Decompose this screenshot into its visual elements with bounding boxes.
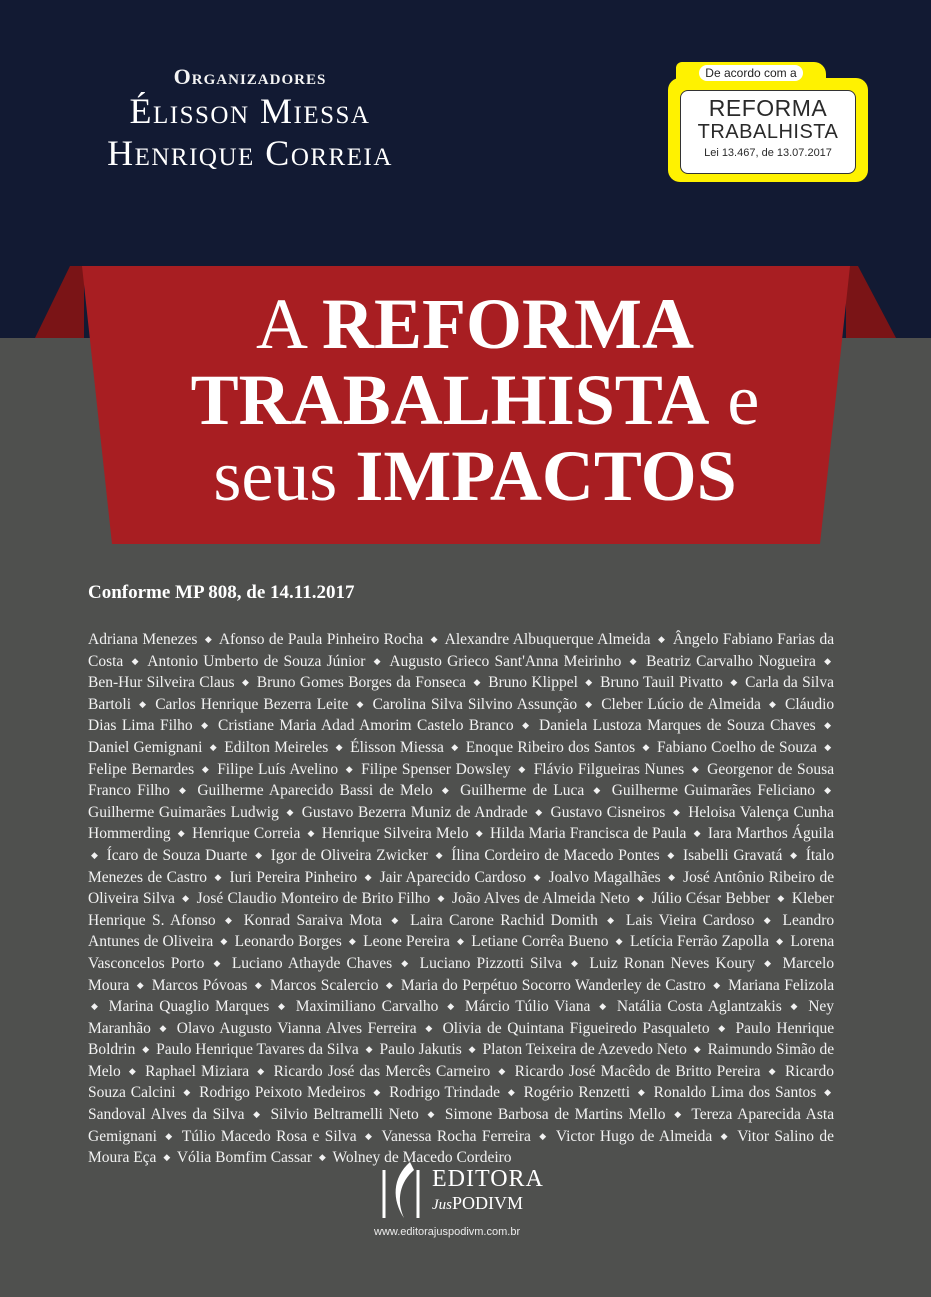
title-word-trabalhista: TRABALHISTA <box>190 360 710 440</box>
diamond-separator-icon: ◆ <box>365 1044 373 1055</box>
diamond-separator-icon: ◆ <box>456 936 465 947</box>
author-name: Mariana Felizola <box>728 976 835 994</box>
author-name: Gustavo Cisneiros <box>550 803 666 821</box>
badge-line-1: REFORMA <box>708 95 828 121</box>
publisher-name: EDITORA <box>432 1166 544 1192</box>
diamond-separator-icon: ◆ <box>401 957 411 968</box>
diamond-separator-icon: ◆ <box>253 1109 262 1120</box>
author-name: Rodrigo Peixoto Medeiros <box>199 1084 366 1102</box>
diamond-separator-icon: ◆ <box>790 1001 800 1012</box>
diamond-separator-icon: ◆ <box>224 914 235 925</box>
diamond-separator-icon: ◆ <box>201 763 210 774</box>
author-name: Enoque Ribeiro dos Santos <box>465 738 636 756</box>
diamond-separator-icon: ◆ <box>447 1001 457 1012</box>
ribbon-right-fold <box>846 266 896 338</box>
diamond-separator-icon: ◆ <box>241 677 250 688</box>
diamond-separator-icon: ◆ <box>177 828 185 839</box>
diamond-separator-icon: ◆ <box>136 979 145 990</box>
author-name: Júlio César Bebber <box>651 890 771 908</box>
author-name: Leandro Antunes de Oliveira <box>88 911 835 951</box>
diamond-separator-icon: ◆ <box>385 979 394 990</box>
author-name: Natália Costa Aglantzakis <box>616 998 782 1016</box>
diamond-separator-icon: ◆ <box>518 763 527 774</box>
diamond-separator-icon: ◆ <box>356 698 365 709</box>
diamond-separator-icon: ◆ <box>201 720 210 731</box>
author-name: Ricardo José Macêdo de Britto Pereira <box>514 1062 761 1080</box>
author-name: Wolney de Macedo Cordeiro <box>332 1149 512 1167</box>
diamond-separator-icon: ◆ <box>91 849 99 860</box>
author-name: Guilherme Guimarães Feliciano <box>611 782 816 800</box>
author-name: Leonardo Borges <box>234 933 342 951</box>
author-name: Alexandre Albuquerque Almeida <box>444 631 651 648</box>
diamond-separator-icon: ◆ <box>691 763 700 774</box>
diamond-separator-icon: ◆ <box>475 828 483 839</box>
author-name: Simone Barbosa de Martins Mello <box>444 1106 666 1124</box>
diamond-separator-icon: ◆ <box>213 957 223 968</box>
organizer-name-2: Henrique Correia <box>107 133 393 173</box>
diamond-separator-icon: ◆ <box>139 698 148 709</box>
author-name: Luiz Ronan Neves Koury <box>589 954 755 972</box>
diamond-separator-icon: ◆ <box>254 979 263 990</box>
diamond-separator-icon: ◆ <box>642 741 650 752</box>
diamond-separator-icon: ◆ <box>607 914 617 925</box>
diamond-separator-icon: ◆ <box>437 893 445 904</box>
diamond-separator-icon: ◆ <box>373 655 382 666</box>
author-name: Marcos Póvoas <box>151 976 248 994</box>
author-name: Fabiano Coelho de Souza <box>656 738 817 756</box>
diamond-separator-icon: ◆ <box>615 936 623 947</box>
author-name: Felipe Bernardes <box>88 760 195 778</box>
author-name: Augusto Grieco Sant'Anna Meirinho <box>389 652 622 670</box>
author-name: Lorena Vasconcelos Porto <box>88 933 835 972</box>
author-name: Konrad Saraiva Mota <box>243 911 383 929</box>
diamond-separator-icon: ◆ <box>713 979 721 990</box>
author-name: Isabelli Gravatá <box>682 846 783 864</box>
author-name: Kleber Henrique S. Afonso <box>88 890 835 929</box>
diamond-separator-icon: ◆ <box>373 1087 382 1098</box>
diamond-separator-icon: ◆ <box>430 634 439 644</box>
author-name: Silvio Beltramelli Neto <box>270 1106 419 1124</box>
author-name: Raphael Miziara <box>145 1062 250 1080</box>
author-name: Letiane Corrêa Bueno <box>471 933 609 951</box>
diamond-separator-icon: ◆ <box>163 1152 171 1163</box>
diamond-separator-icon: ◆ <box>165 1130 174 1141</box>
diamond-separator-icon: ◆ <box>257 1065 266 1076</box>
diamond-separator-icon: ◆ <box>776 936 784 947</box>
diamond-separator-icon: ◆ <box>637 893 645 904</box>
author-name: Victor Hugo de Almeida <box>555 1127 713 1145</box>
author-name: Jair Aparecido Cardoso <box>379 868 527 886</box>
diamond-separator-icon: ◆ <box>286 806 295 817</box>
author-name: Guilherme Guimarães Ludwig <box>88 803 279 821</box>
author-name: Henrique Correia <box>192 825 301 843</box>
author-name: Luciano Pizzotti Silva <box>419 954 562 972</box>
badge-law-reference: Lei 13.467, de 13.07.2017 <box>704 147 832 159</box>
author-name: Ricardo José das Mercês Carneiro <box>273 1062 491 1080</box>
title-line-1 <box>130 286 820 362</box>
diamond-separator-icon: ◆ <box>667 849 676 860</box>
author-name: Ney Maranhão <box>88 998 835 1037</box>
author-name: Vanessa Rocha Ferreira <box>381 1127 531 1145</box>
author-name: José Antônio Ribeiro de Oliveira Silva <box>88 868 835 908</box>
diamond-separator-icon: ◆ <box>507 1087 516 1098</box>
author-name: Túlio Macedo Rosa e Silva <box>181 1127 357 1145</box>
author-name: Joalvo Magalhães <box>548 868 661 886</box>
diamond-separator-icon: ◆ <box>668 871 676 882</box>
title-word-impactos: IMPACTOS <box>355 436 737 516</box>
author-name: Platon Teixeira de Azevedo Neto <box>482 1041 687 1059</box>
author-name: Rogério Renzetti <box>523 1084 631 1102</box>
author-name: Carla da Silva Bartoli <box>88 674 834 713</box>
diamond-separator-icon: ◆ <box>435 849 444 860</box>
title-line-2 <box>130 362 820 438</box>
author-name: Edilton Meireles <box>224 738 329 756</box>
authors-list <box>88 629 834 1169</box>
organizers-block <box>60 64 440 174</box>
author-name: Antonio Umberto de Souza Júnior <box>147 652 366 670</box>
author-name: Carlos Henrique Bezerra Leite <box>155 695 349 713</box>
diamond-separator-icon: ◆ <box>824 741 832 752</box>
author-name: Leone Pereira <box>363 933 450 951</box>
author-name: Gustavo Bezerra Muniz de Andrade <box>301 803 528 821</box>
author-name: Filipe Spenser Dowsley <box>361 760 511 778</box>
author-name: Igor de Oliveira Zwicker <box>270 846 428 864</box>
badge-tab <box>676 62 826 84</box>
diamond-separator-icon: ◆ <box>539 1130 548 1141</box>
author-name: Guilherme de Luca <box>460 782 585 800</box>
diamond-separator-icon: ◆ <box>391 914 401 925</box>
diamond-separator-icon: ◆ <box>345 763 354 774</box>
diamond-separator-icon: ◆ <box>364 871 373 882</box>
diamond-separator-icon: ◆ <box>824 655 832 666</box>
diamond-separator-icon: ◆ <box>585 677 593 688</box>
author-name: Ângelo Fabiano Farias da Costa <box>88 631 835 670</box>
author-name: Guilherme Aparecido Bassi de Melo <box>197 782 433 800</box>
author-name: Bruno Klippel <box>488 674 578 692</box>
organizers-label: Organizadores <box>173 64 327 89</box>
diamond-separator-icon: ◆ <box>535 806 543 817</box>
diamond-separator-icon: ◆ <box>307 828 315 839</box>
author-name: Adriana Menezes <box>88 631 198 648</box>
author-name: Márcio Túlio Viana <box>464 998 591 1016</box>
author-name: Laira Carone Rachid Domith <box>410 911 598 929</box>
diamond-separator-icon: ◆ <box>348 936 357 947</box>
diamond-separator-icon: ◆ <box>637 1087 646 1098</box>
diamond-separator-icon: ◆ <box>585 698 594 709</box>
author-name: Afonso de Paula Pinheiro Rocha <box>218 631 424 648</box>
author-name: Paulo Jakutis <box>379 1041 462 1059</box>
book-title <box>130 286 820 514</box>
diamond-separator-icon: ◆ <box>142 1044 150 1055</box>
publisher-url: www.editorajuspodivm.com.br <box>374 1226 521 1238</box>
diamond-separator-icon: ◆ <box>730 677 738 688</box>
author-name: Flávio Filgueiras Nunes <box>533 760 685 778</box>
podivm-logo-icon <box>370 1160 426 1220</box>
diamond-separator-icon: ◆ <box>672 806 681 817</box>
publisher-jus: Jus <box>432 1197 452 1213</box>
title-word-e: e <box>727 360 760 440</box>
author-name: Olavo Augusto Vianna Alves Ferreira <box>176 1019 417 1037</box>
author-name: Paulo Henrique Boldrin <box>88 1019 835 1059</box>
diamond-separator-icon: ◆ <box>720 1130 730 1141</box>
diamond-separator-icon: ◆ <box>220 936 228 947</box>
author-name: José Claudio Monteiro de Brito Filho <box>196 890 431 908</box>
author-name: Letícia Ferrão Zapolla <box>629 933 769 951</box>
author-name: Carolina Silva Silvino Assunção <box>372 695 578 713</box>
author-name: Ronaldo Lima dos Santos <box>653 1084 817 1102</box>
author-name: Daniel Gemignani <box>88 738 203 756</box>
subtitle: Conforme MP 808, de 14.11.2017 <box>88 582 355 603</box>
diamond-separator-icon: ◆ <box>693 828 701 839</box>
author-name: Luciano Athayde Chaves <box>231 954 393 972</box>
diamond-separator-icon: ◆ <box>128 1065 137 1076</box>
diamond-separator-icon: ◆ <box>91 1001 100 1012</box>
author-name: Ílina Cordeiro de Macedo Pontes <box>451 846 660 864</box>
diamond-separator-icon: ◆ <box>159 1022 169 1033</box>
author-name: Tereza Aparecida Asta Gemignani <box>88 1106 835 1145</box>
diamond-separator-icon: ◆ <box>214 871 223 882</box>
diamond-separator-icon: ◆ <box>183 1087 192 1098</box>
organizer-name-1: Élisson Miessa <box>129 91 371 131</box>
title-word-a: A <box>256 284 305 364</box>
author-name: Marcelo Moura <box>88 954 835 994</box>
diamond-separator-icon: ◆ <box>718 1022 727 1033</box>
diamond-separator-icon: ◆ <box>204 634 213 644</box>
title-word-seus: seus <box>213 436 338 516</box>
diamond-separator-icon: ◆ <box>824 720 832 731</box>
author-name: Cláudio Dias Lima Filho <box>88 695 835 735</box>
author-name: Iuri Pereira Pinheiro <box>229 868 358 886</box>
author-name: Olivia de Quintana Figueiredo Pasqualeto <box>442 1019 710 1037</box>
diamond-separator-icon: ◆ <box>522 720 531 731</box>
author-name: Ben-Hur Silveira Claus <box>88 674 235 692</box>
author-name: Vitor Salino de Moura Eça <box>88 1127 835 1167</box>
diamond-separator-icon: ◆ <box>131 655 140 666</box>
author-name: Filipe Luís Avelino <box>217 760 339 778</box>
diamond-separator-icon: ◆ <box>763 914 774 925</box>
diamond-separator-icon: ◆ <box>427 1109 437 1120</box>
author-name: Cleber Lúcio de Almeida <box>601 695 761 713</box>
diamond-separator-icon: ◆ <box>441 785 452 796</box>
author-name: Ricardo Souza Calcini <box>88 1062 835 1102</box>
diamond-separator-icon: ◆ <box>777 893 785 904</box>
author-name: Marcos Scalercio <box>269 976 379 994</box>
author-name: Raimundo Simão de Melo <box>88 1041 835 1080</box>
diamond-separator-icon: ◆ <box>657 634 666 644</box>
badge-line-2: TRABALHISTA <box>697 121 839 143</box>
diamond-separator-icon: ◆ <box>790 849 798 860</box>
diamond-separator-icon: ◆ <box>255 849 263 860</box>
author-name: Maximiliano Carvalho <box>295 998 439 1016</box>
author-name: Vólia Bomfim Cassar <box>176 1149 313 1167</box>
diamond-separator-icon: ◆ <box>824 785 832 796</box>
author-name: Sandoval Alves da Silva <box>88 1106 245 1124</box>
diamond-separator-icon: ◆ <box>674 1109 683 1120</box>
author-name: Hilda Maria Francisca de Paula <box>490 825 687 843</box>
diamond-separator-icon: ◆ <box>764 957 774 968</box>
diamond-separator-icon: ◆ <box>473 677 481 688</box>
author-name: Daniela Lustoza Marques de Souza Chaves <box>539 717 816 735</box>
author-name: Cristiane Maria Adad Amorim Castelo Branco <box>218 717 514 735</box>
diamond-separator-icon: ◆ <box>179 785 189 796</box>
badge-tab-label: De acordo com a <box>699 65 802 81</box>
diamond-separator-icon: ◆ <box>571 957 581 968</box>
author-name: Paulo Henrique Tavares da Silva <box>156 1041 359 1059</box>
author-name: Élisson Miessa <box>350 738 444 756</box>
author-name: Ítalo Menezes de Castro <box>88 846 835 886</box>
diamond-separator-icon: ◆ <box>451 741 459 752</box>
diamond-separator-icon: ◆ <box>693 1044 701 1055</box>
diamond-separator-icon: ◆ <box>278 1001 287 1012</box>
author-name: Heloisa Valença Cunha Hommerding <box>88 803 835 843</box>
author-name: Bruno Gomes Borges da Fonseca <box>256 674 467 692</box>
diamond-separator-icon: ◆ <box>468 1044 476 1055</box>
publisher-block <box>370 1160 570 1244</box>
title-line-3 <box>130 438 820 514</box>
author-name: Georgenor de Sousa Franco Filho <box>88 760 835 800</box>
diamond-separator-icon: ◆ <box>768 698 778 709</box>
publisher-podivm: PODIVM <box>452 1193 524 1213</box>
diamond-separator-icon: ◆ <box>599 1001 609 1012</box>
author-name: Iara Marthos Águila <box>707 825 835 843</box>
author-name: Lais Vieira Cardoso <box>625 911 755 929</box>
author-name: Maria do Perpétuo Socorro Wanderley de Castro <box>400 976 706 994</box>
author-name: João Alves de Almeida Neto <box>452 890 630 908</box>
diamond-separator-icon: ◆ <box>593 785 603 796</box>
ribbon-left-fold <box>35 266 84 338</box>
diamond-separator-icon: ◆ <box>768 1065 777 1076</box>
publisher-name-line-2 <box>432 1193 523 1215</box>
reform-badge <box>668 62 868 182</box>
diamond-separator-icon: ◆ <box>318 1152 326 1163</box>
diamond-separator-icon: ◆ <box>498 1065 507 1076</box>
diamond-separator-icon: ◆ <box>425 1022 434 1033</box>
badge-inner <box>680 90 856 174</box>
author-name: Rodrigo Trindade <box>389 1084 500 1102</box>
author-name: Henrique Silveira Melo <box>321 825 469 843</box>
diamond-separator-icon: ◆ <box>365 1130 374 1141</box>
author-name: Beatriz Carvalho Nogueira <box>646 652 816 670</box>
diamond-separator-icon: ◆ <box>629 655 638 666</box>
author-name: Marina Quaglio Marques <box>108 998 270 1016</box>
diamond-separator-icon: ◆ <box>335 741 343 752</box>
diamond-separator-icon: ◆ <box>824 1087 832 1098</box>
author-name: Bruno Tauil Pivatto <box>600 674 723 692</box>
diamond-separator-icon: ◆ <box>182 893 190 904</box>
diamond-separator-icon: ◆ <box>209 741 217 752</box>
diamond-separator-icon: ◆ <box>533 871 542 882</box>
title-word-reforma: REFORMA <box>322 284 694 364</box>
author-name: Ícaro de Souza Duarte <box>106 846 248 864</box>
